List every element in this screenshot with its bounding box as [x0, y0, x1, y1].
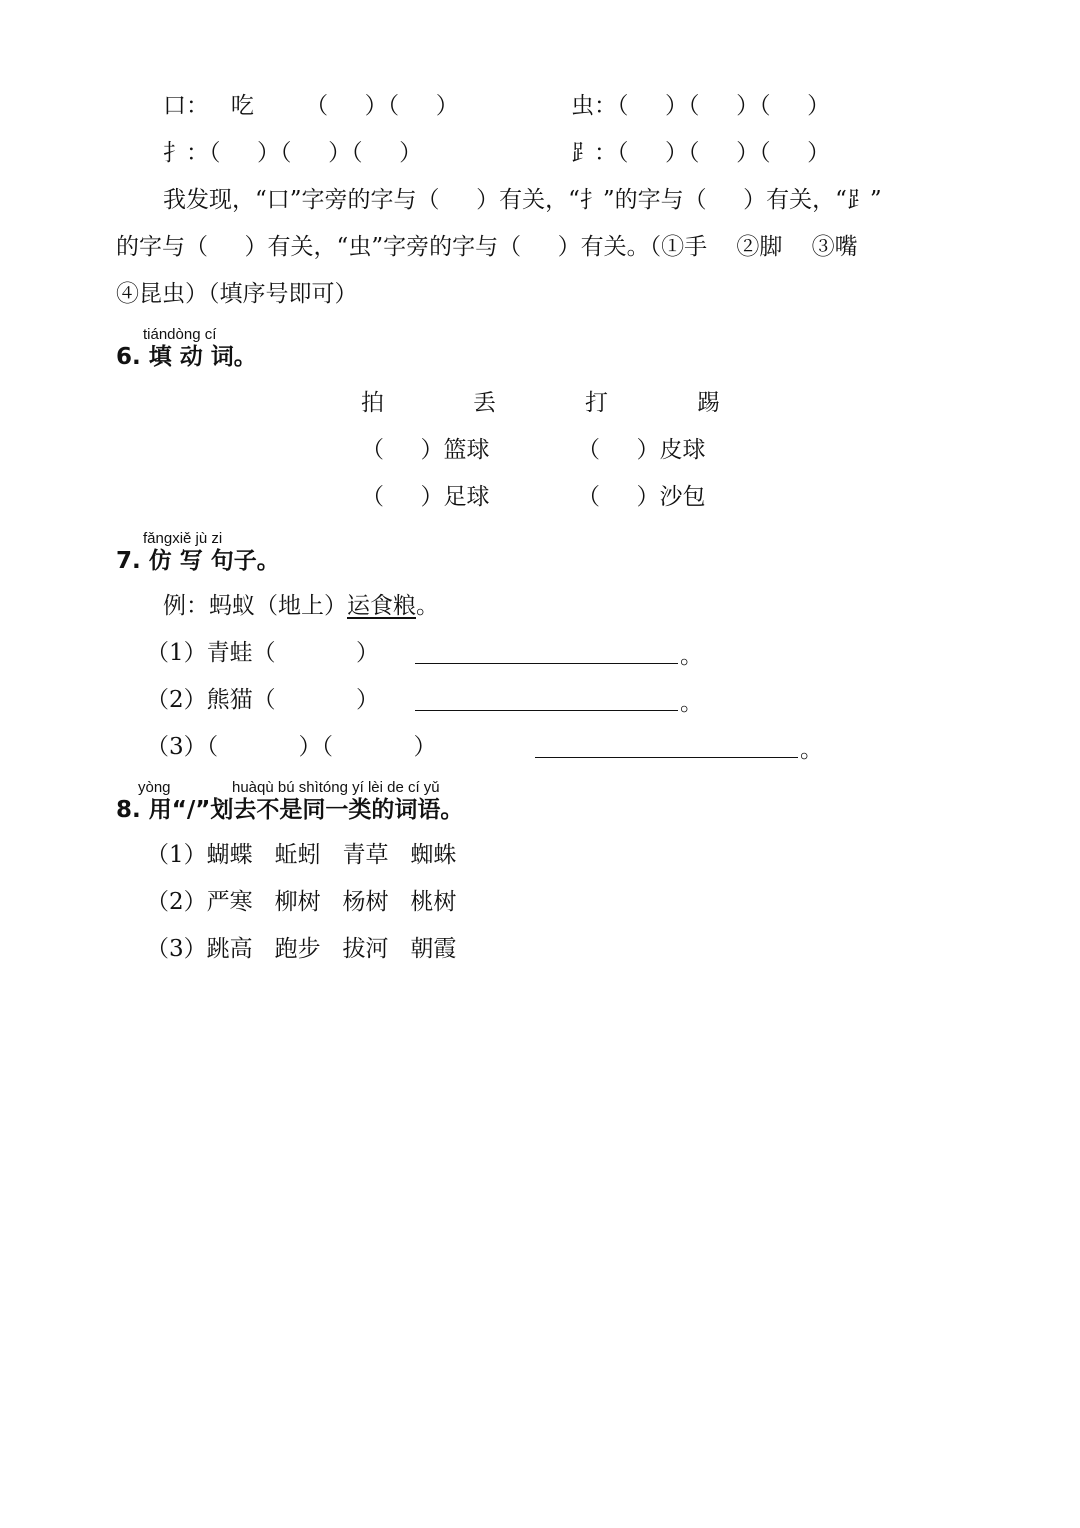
q8-item-1: （1）蝴蝶 蚯蚓 青草 蜘蛛	[146, 842, 457, 868]
q5-row2-right: ⻊：（ ）（ ）（ ）	[571, 140, 831, 166]
q6-title: 6. 填 动 词。	[116, 344, 257, 370]
q7-example	[163, 595, 439, 618]
q8-pinyin-1: yòng	[138, 779, 171, 796]
q6-row1-b: （ ）皮球	[577, 437, 706, 463]
q6-row2-b: （ ）沙包	[577, 484, 706, 510]
q7-item-3-label: （3）（ ）（ ）	[146, 734, 437, 760]
q5-paragraph-line3: ④昆虫）（填序号即可）	[116, 281, 358, 307]
q7-item-3-answer-line[interactable]	[535, 757, 798, 758]
q7-example-underlined: 运食粮	[347, 593, 416, 619]
q7-item-1-period: 。	[680, 643, 703, 669]
q7-item-2-period: 。	[680, 690, 703, 716]
q5-paragraph-line1: 我发现，“口”字旁的字与（ ）有关，“扌”的字与（ ）有关，“⻊”	[163, 187, 882, 213]
q6-verb-4: 踢	[697, 390, 720, 416]
q8-pinyin-2: huàqù bú shìtóng yí lèi de cí yǔ	[232, 779, 440, 796]
q6-verb-3: 打	[585, 390, 608, 416]
q7-example-prefix: 例：蚂蚁（地上）	[163, 593, 347, 619]
q6-row2-a: （ ）足球	[361, 484, 490, 510]
q5-row1-right: 虫：（ ）（ ）（ ）	[571, 93, 831, 119]
q7-item-2-label: （2）熊猫（ ）	[146, 687, 380, 713]
q7-item-1-answer-line[interactable]	[415, 663, 678, 664]
q8-item-3: （3）跳高 跑步 拔河 朝霞	[146, 936, 457, 962]
q6-pinyin: tiándòng cí	[143, 326, 217, 343]
q5-paragraph-line2: 的字与（ ）有关，“虫”字旁的字与（ ）有关。（①手 ②脚 ③嘴	[116, 234, 858, 260]
q7-item-3-period: 。	[800, 737, 823, 763]
q7-title: 7. 仿 写 句子。	[116, 548, 280, 574]
q7-item-2-answer-line[interactable]	[415, 710, 678, 711]
q6-verb-1: 拍	[361, 390, 384, 416]
q5-row2-left: 扌：（ ）（ ）（ ）	[163, 140, 423, 166]
q7-example-suffix: 。	[416, 593, 439, 619]
q7-pinyin: fǎngxiě jù zi	[143, 530, 223, 547]
q6-row1-a: （ ）篮球	[361, 437, 490, 463]
q8-item-2: （2）严寒 柳树 杨树 桃树	[146, 889, 457, 915]
q8-title: 8. 用“/”划去不是同一类的词语。	[116, 797, 464, 823]
q5-row1-left: 口： 吃 （ ）（ ）	[163, 93, 459, 119]
q7-item-1-label: （1）青蛙（ ）	[146, 640, 380, 666]
q6-verb-2: 丢	[473, 390, 496, 416]
